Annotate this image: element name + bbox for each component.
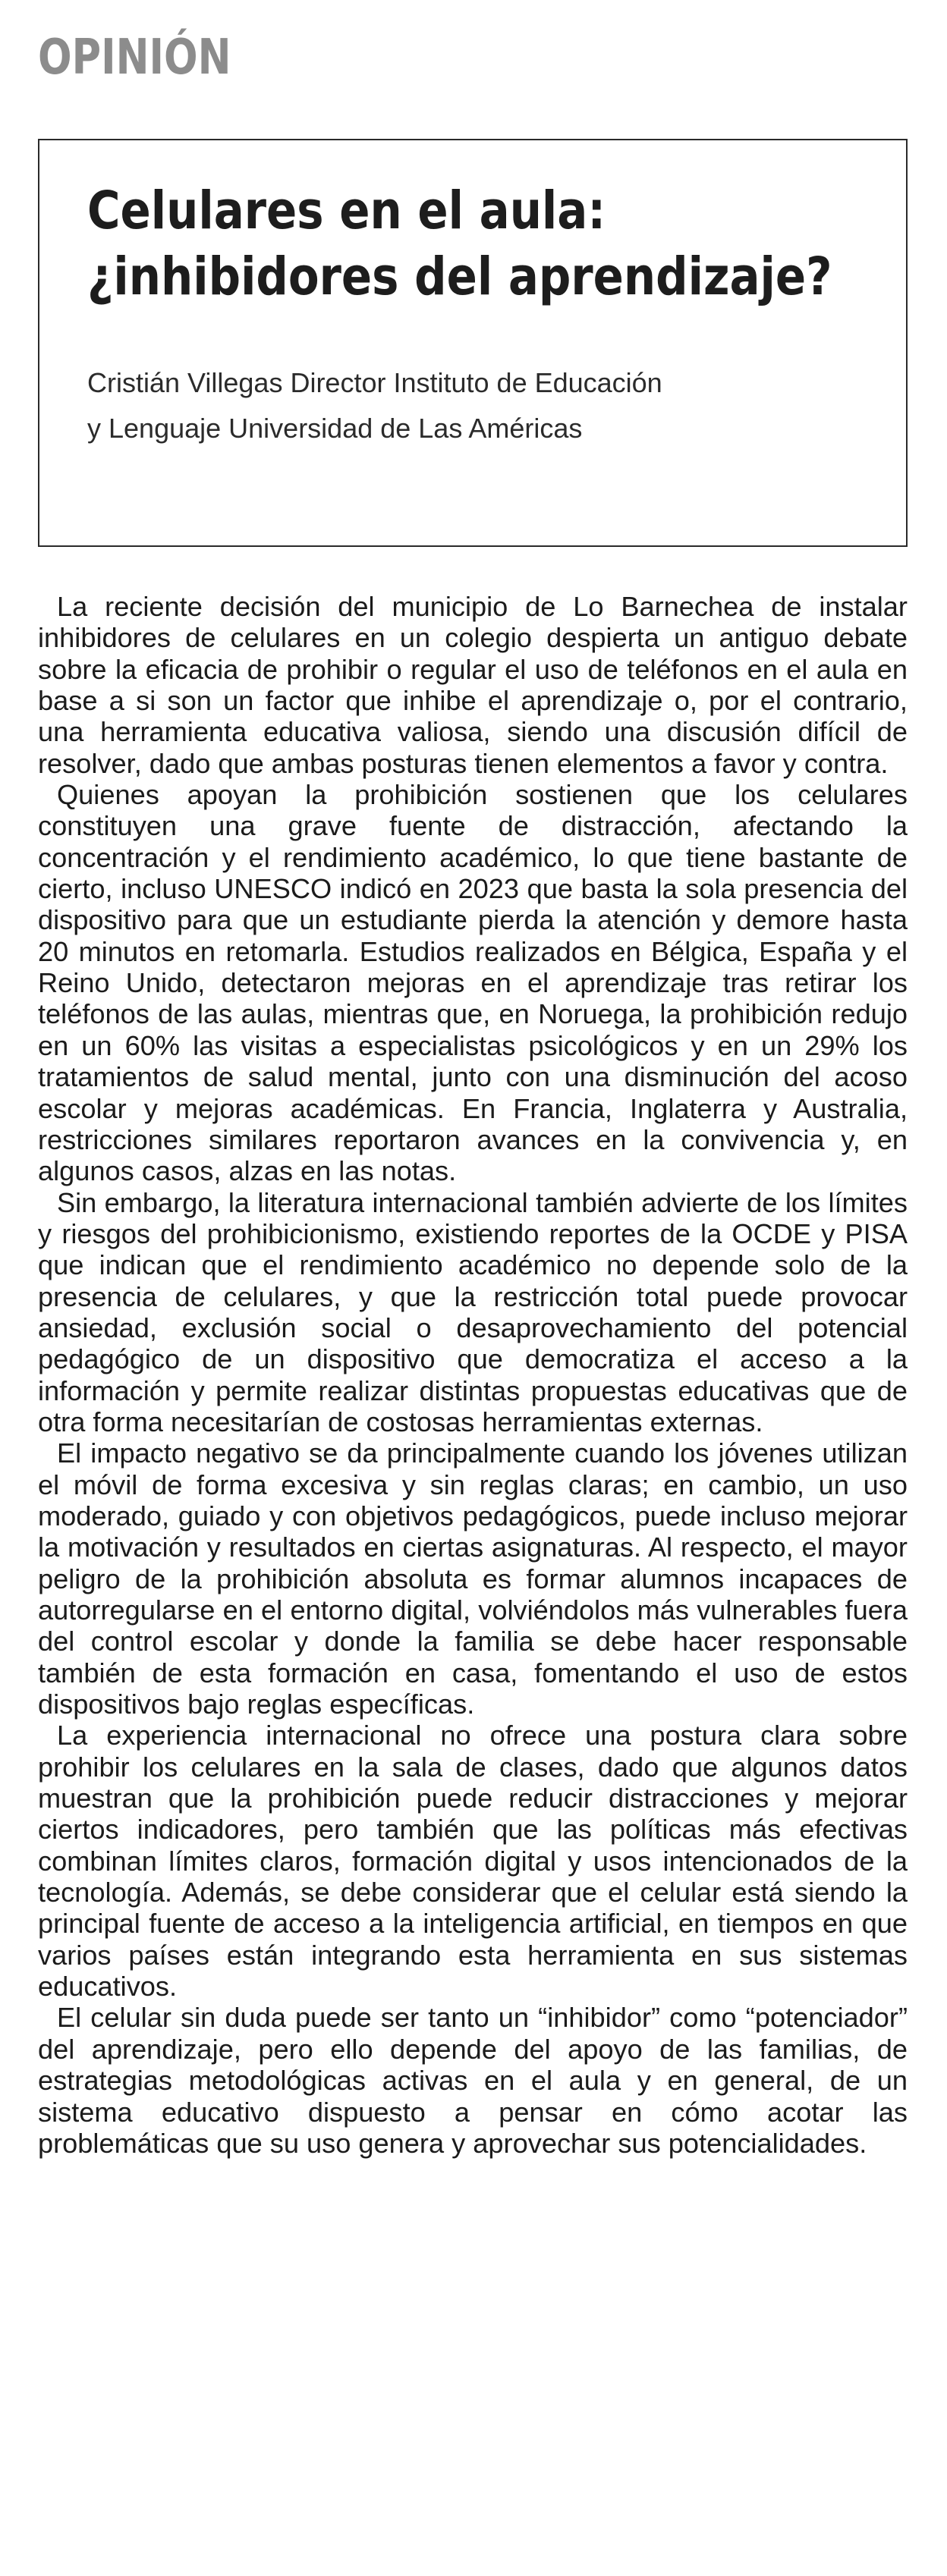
headline [87, 178, 832, 310]
section-label: OPINIÓN [38, 30, 231, 86]
byline-line-2: y Lenguaje Universidad de Las Américas [87, 413, 583, 444]
byline-line-1: Cristián Villegas Director Instituto de Educación [87, 367, 662, 398]
article-paragraph-2: Quienes apoyan la prohibición sostienen que los celulares constituyen una grave fuente de distracción, afectando la concentración y el rendimiento académico, lo que tiene bastante de cierto, incluso UNESCO indicó en 2023 que basta la sola presencia del dispositivo para que un estudiante pierda la atención y demore hasta 20 minutos en retomarla. Estudios realizados en Bélgica, España y el Reino Unido, detectaron mejoras en el aprendizaje tras retirar los teléfonos de las aulas, mientras que, en Noruega, la prohibición redujo en un 60% las visitas a especialistas psicológicos y en un 29% los tratamientos de salud mental, junto con una disminución del acoso escolar y mejoras académicas. En Francia, Inglaterra y Australia, restricciones similares reportaron avances en la convivencia y, en algunos casos, alzas en las notas. [38, 779, 908, 1187]
article-paragraph-1: La reciente decisión del municipio de Lo Barnechea de instalar inhibidores de celulares en un colegio despierta un antiguo debate sobre la eficacia de prohibir o regular el uso de teléfonos en el aula en base a si son un factor que inhibe el aprendizaje o, por el contrario, una herramienta educativa valiosa, siendo una discusión difícil de resolver, dado que ambas posturas tienen elementos a favor y contra. [38, 591, 908, 779]
article-paragraph-3: Sin embargo, la literatura internacional también advierte de los límites y riesgos del prohibicionismo, existiendo reportes de la OCDE y PISA que indican que el rendimiento académico no depende solo de la presencia de celulares, y que la restricción total puede provocar ansiedad, exclusión social o desaprovechamiento del potencial pedagógico de un dispositivo que democratiza el acceso a la información y permite realizar distintas propuestas educativas que de otra forma necesitarían de costosas herramientas externas. [38, 1186, 908, 1437]
article-paragraph-4: El impacto negativo se da principalmente cuando los jóvenes utilizan el móvil de forma excesiva y sin reglas claras; en cambio, un uso moderado, guiado y con objetivos pedagógicos, puede incluso mejorar la motivación y resultados en ciertas asignaturas. Al respecto, el mayor peligro de la prohibición absoluta es formar alumnos incapaces de autorregularse en el entorno digital, volviéndolos más vulnerables fuera del control escolar y donde la familia se debe hacer responsable también de esta formación en casa, fomentando el uso de estos dispositivos bajo reglas específicas. [38, 1437, 908, 1720]
article-paragraph-6: El celular sin duda puede ser tanto un “inhibidor” como “potenciador” del aprendizaje, pero ello depende del apoyo de las familias, de estrategias metodológicas activas en el aula y en general, de un sistema educativo dispuesto a pensar en cómo acotar las problemáticas que su uso genera y aprovechar sus potencialidades. [38, 2002, 908, 2159]
article-body [38, 591, 908, 2159]
headline-line-2: ¿inhibidores del aprendizaje? [87, 247, 832, 307]
article-paragraph-5: La experiencia internacional no ofrece una postura clara sobre prohibir los celulares en la sala de clases, dado que algunos datos muestran que la prohibición puede reducir distracciones y mejorar ciertos indicadores, pero también que las políticas más efectivas combinan límites claros, formación digital y usos intencionados de la tecnología. Además, se debe considerar que el celular está siendo la principal fuente de acceso a la inteligencia artificial, en tiempos en que varios países están integrando esta herramienta en sus sistemas educativos. [38, 1720, 908, 2003]
headline-line-1: Celulares en el aula: [87, 181, 606, 241]
headline-box [38, 139, 908, 547]
author-byline [87, 360, 662, 451]
